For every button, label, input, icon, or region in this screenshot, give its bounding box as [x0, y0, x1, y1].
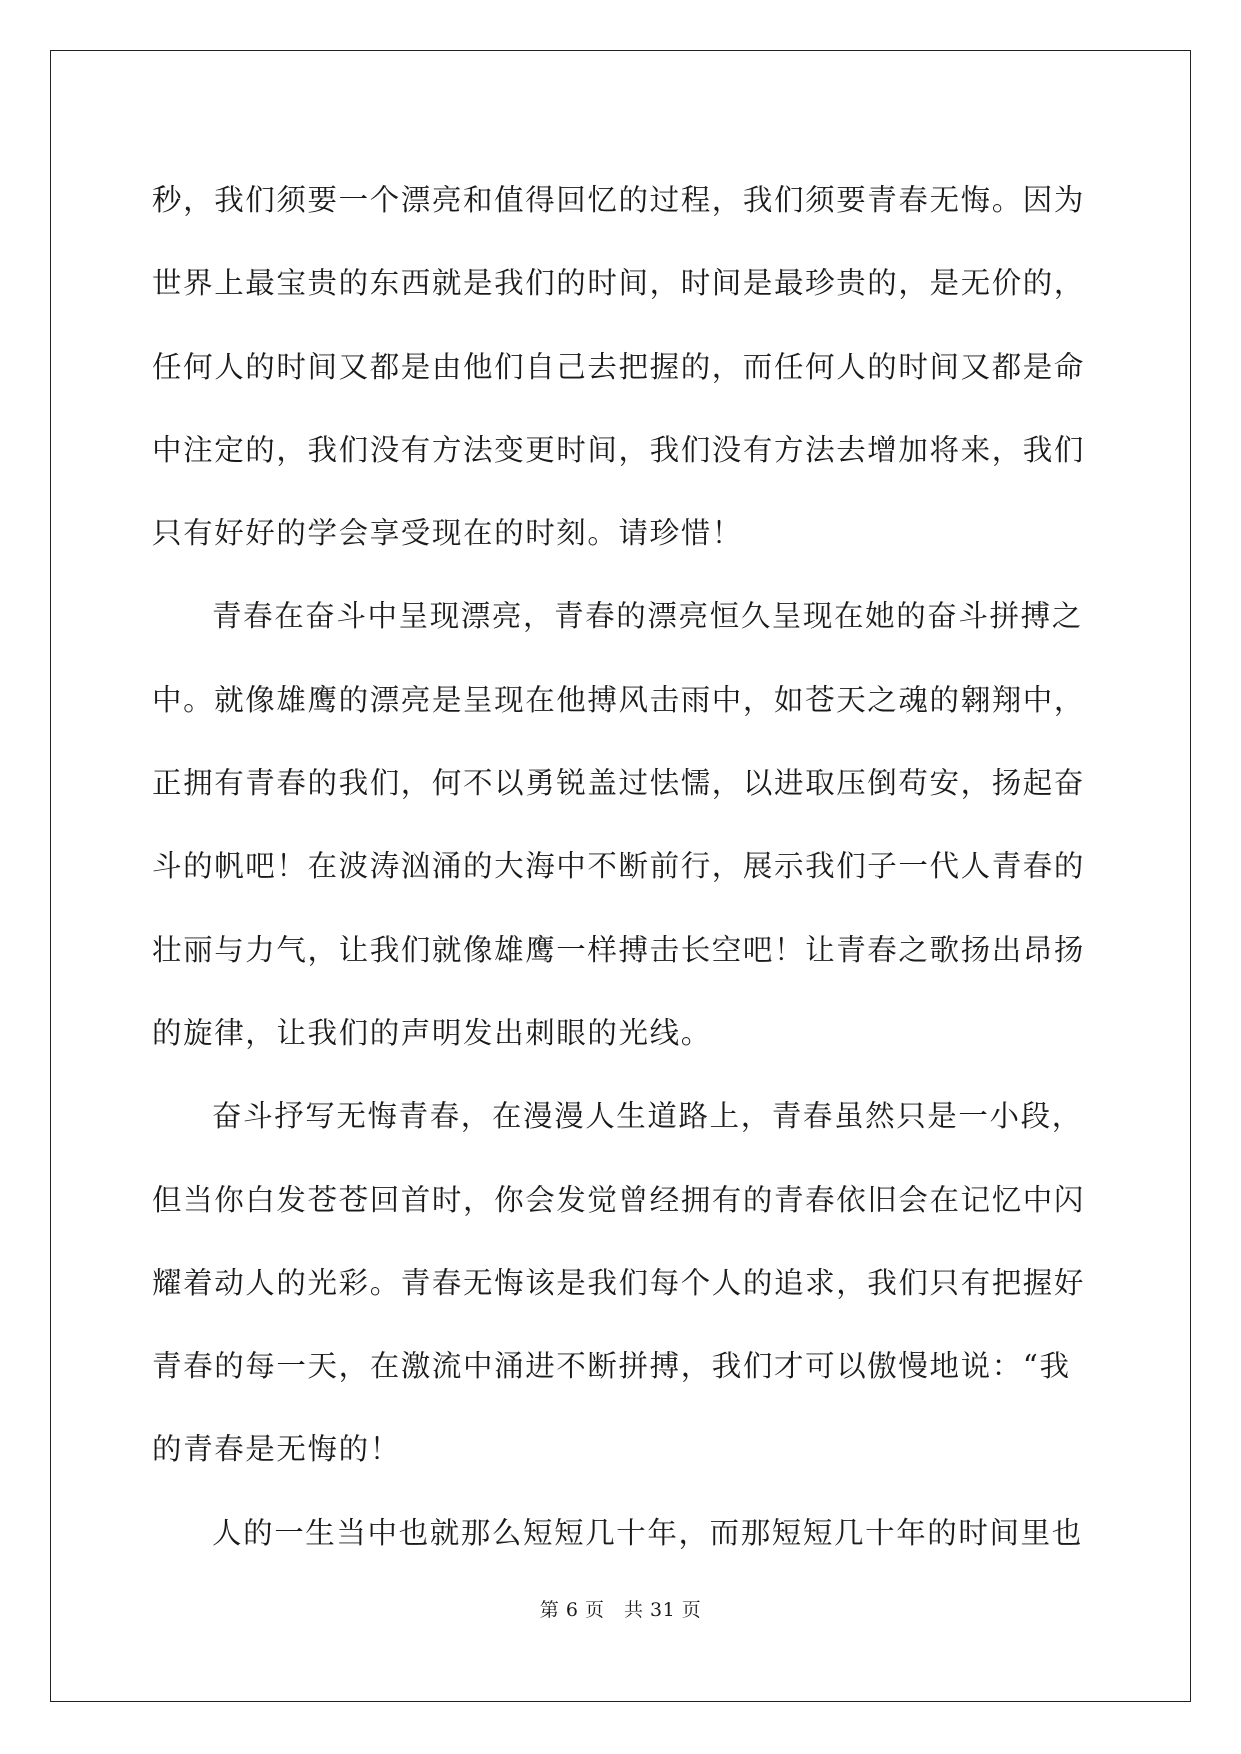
text-line: 奋斗抒写无悔青春，在漫漫人生道路上，青春虽然只是一小段， [212, 1099, 1083, 1134]
text-line: 但当你白发苍苍回首时，你会发觉曾经拥有的青春依旧会在记忆中闪 [152, 1182, 1086, 1217]
text-line: 中注定的，我们没有方法变更时间，我们没有方法去增加将来，我们 [152, 432, 1086, 467]
text-line: 耀着动人的光彩。青春无悔该是我们每个人的追求，我们只有把握好 [152, 1265, 1086, 1300]
text-line: 秒，我们须要一个漂亮和值得回忆的过程，我们须要青春无悔。因为 [152, 183, 1086, 217]
text-line: 青春的每一天，在激流中涌进不断拼搏，我们才可以傲慢地说：“我 [152, 1349, 1071, 1384]
text-line: 正拥有青春的我们，何不以勇锐盖过怯懦，以进取压倒苟安，扬起奋 [152, 766, 1086, 801]
text-line: 壮丽与力气，让我们就像雄鹰一样搏击长空吧！让青春之歌扬出昂扬 [152, 932, 1086, 967]
page-footer [0, 1595, 1241, 1622]
page-number: 第 6 页 共 31 页 [539, 1599, 702, 1621]
document-body [152, 159, 1092, 1575]
text-line: 的旋律，让我们的声明发出刺眼的光线。 [152, 1015, 712, 1050]
text-line: 人的一生当中也就那么短短几十年，而那短短几十年的时间里也 [212, 1515, 1083, 1550]
text-line: 的青春是无悔的！ [152, 1432, 401, 1467]
text-line: 任何人的时间又都是由他们自己去把握的，而任何人的时间又都是命 [152, 349, 1086, 384]
text-line: 世界上最宝贵的东西就是我们的时间，时间是最珍贵的，是无价的， [152, 266, 1086, 301]
text-line: 青春在奋斗中呈现漂亮，青春的漂亮恒久呈现在她的奋斗拼搏之 [212, 599, 1083, 634]
text-line: 只有好好的学会享受现在的时刻。请珍惜！ [152, 516, 743, 551]
text-line: 中。就像雄鹰的漂亮是呈现在他搏风击雨中，如苍天之魂的翱翔中， [152, 682, 1086, 717]
text-line: 斗的帆吧！在波涛汹涌的大海中不断前行，展示我们子一代人青春的 [152, 849, 1086, 884]
